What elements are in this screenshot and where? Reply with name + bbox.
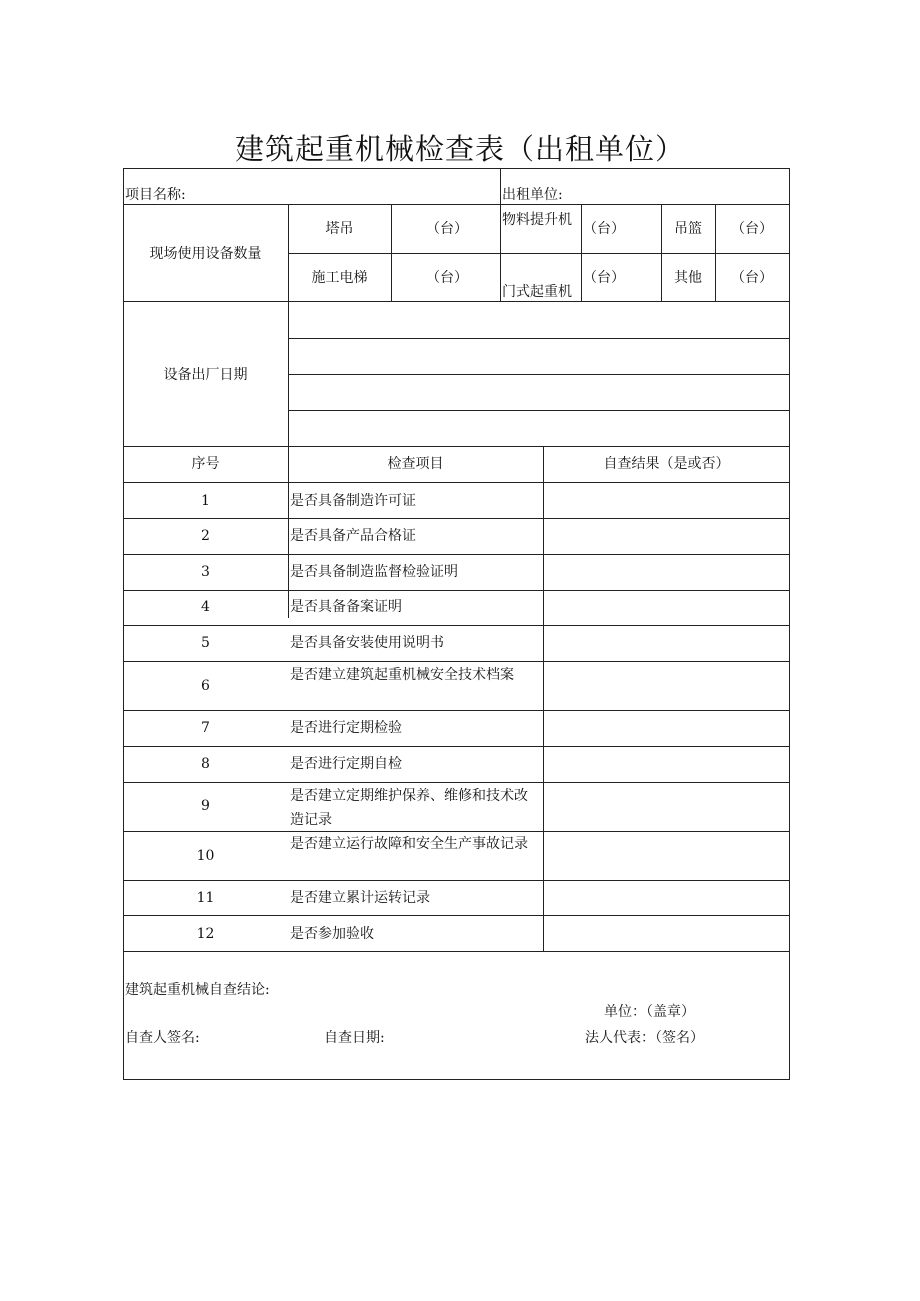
divider (288, 374, 790, 375)
divider (123, 446, 790, 447)
unit-seal: 单位：（盖章） (604, 1004, 695, 1020)
row-no: 9 (201, 798, 210, 814)
manufacture-date-label: 设备出厂日期 (163, 367, 248, 383)
gantry-crane-unit: （台） (583, 270, 625, 286)
construction-elevator-label: 施工电梯 (311, 270, 368, 286)
row-item: 是否具备制造监督检验证明 (290, 564, 458, 580)
divider (123, 590, 790, 591)
row-item: 是否建立累计运转记录 (290, 890, 430, 906)
row-item: 是否具备安装使用说明书 (290, 635, 444, 651)
tower-crane-unit: （台） (426, 221, 468, 237)
row-no: 1 (201, 493, 210, 509)
divider (288, 204, 289, 618)
row-no: 7 (201, 720, 210, 736)
divider (123, 482, 790, 483)
row-item: 是否参加验收 (290, 926, 374, 942)
divider (123, 746, 790, 747)
row-no: 6 (201, 678, 210, 694)
inspection-form (123, 168, 790, 1080)
divider (543, 446, 544, 951)
rental-unit-label: 出租单位: (502, 187, 563, 203)
row-item: 是否进行定期检验 (290, 720, 402, 736)
row-no: 3 (201, 564, 210, 580)
gondola-unit: （台） (731, 221, 773, 237)
equipment-section-label: 现场使用设备数量 (149, 246, 262, 262)
divider (288, 253, 790, 254)
inspection-date: 自查日期: (324, 1030, 385, 1046)
divider (123, 518, 790, 519)
construction-elevator-unit: （台） (426, 270, 468, 286)
row-item: 是否具备产品合格证 (290, 528, 416, 544)
divider (123, 301, 790, 302)
row-no: 8 (201, 756, 210, 772)
col-header-no: 序号 (191, 456, 220, 472)
project-name-label: 项目名称: (125, 187, 186, 203)
conclusion-label: 建筑起重机械自查结论: (125, 982, 270, 998)
divider (123, 951, 790, 952)
material-hoist-label: 物料提升机 (502, 212, 572, 228)
row-no: 2 (201, 528, 210, 544)
col-header-item: 检查项目 (387, 456, 444, 472)
row-no: 5 (201, 635, 210, 651)
row-item: 是否建立定期维护保养、维修和技术改造记录 (290, 788, 528, 828)
row-item: 是否建立运行故障和安全生产事故记录 (290, 836, 528, 852)
form-border (123, 168, 790, 1080)
row-item: 是否建立建筑起重机械安全技术档案 (290, 667, 514, 683)
divider (123, 554, 790, 555)
divider (123, 661, 790, 662)
divider (123, 625, 790, 626)
divider (500, 168, 501, 204)
divider (123, 204, 790, 205)
page-title: 建筑起重机械检查表（出租单位） (234, 132, 685, 166)
divider (123, 782, 790, 783)
divider (123, 915, 790, 916)
row-no: 4 (201, 599, 210, 615)
material-hoist-unit: （台） (583, 221, 625, 237)
divider (288, 410, 790, 411)
gantry-crane-label: 门式起重机 (502, 284, 572, 300)
tower-crane-label: 塔吊 (325, 221, 354, 237)
divider (123, 710, 790, 711)
inspector-signature: 自查人签名: (125, 1030, 200, 1046)
row-item: 是否具备备案证明 (290, 599, 402, 615)
other-label: 其他 (674, 270, 702, 286)
gondola-label: 吊篮 (674, 221, 702, 237)
row-item: 是否进行定期自检 (290, 756, 402, 772)
col-header-result: 自查结果（是或否） (603, 456, 730, 472)
divider (288, 338, 790, 339)
row-item: 是否具备制造许可证 (290, 493, 416, 509)
other-unit: （台） (731, 270, 773, 286)
row-no: 12 (196, 926, 215, 942)
row-no: 11 (196, 890, 215, 906)
row-no: 10 (196, 848, 215, 864)
divider (123, 880, 790, 881)
legal-rep: 法人代表：（签名） (585, 1030, 704, 1046)
